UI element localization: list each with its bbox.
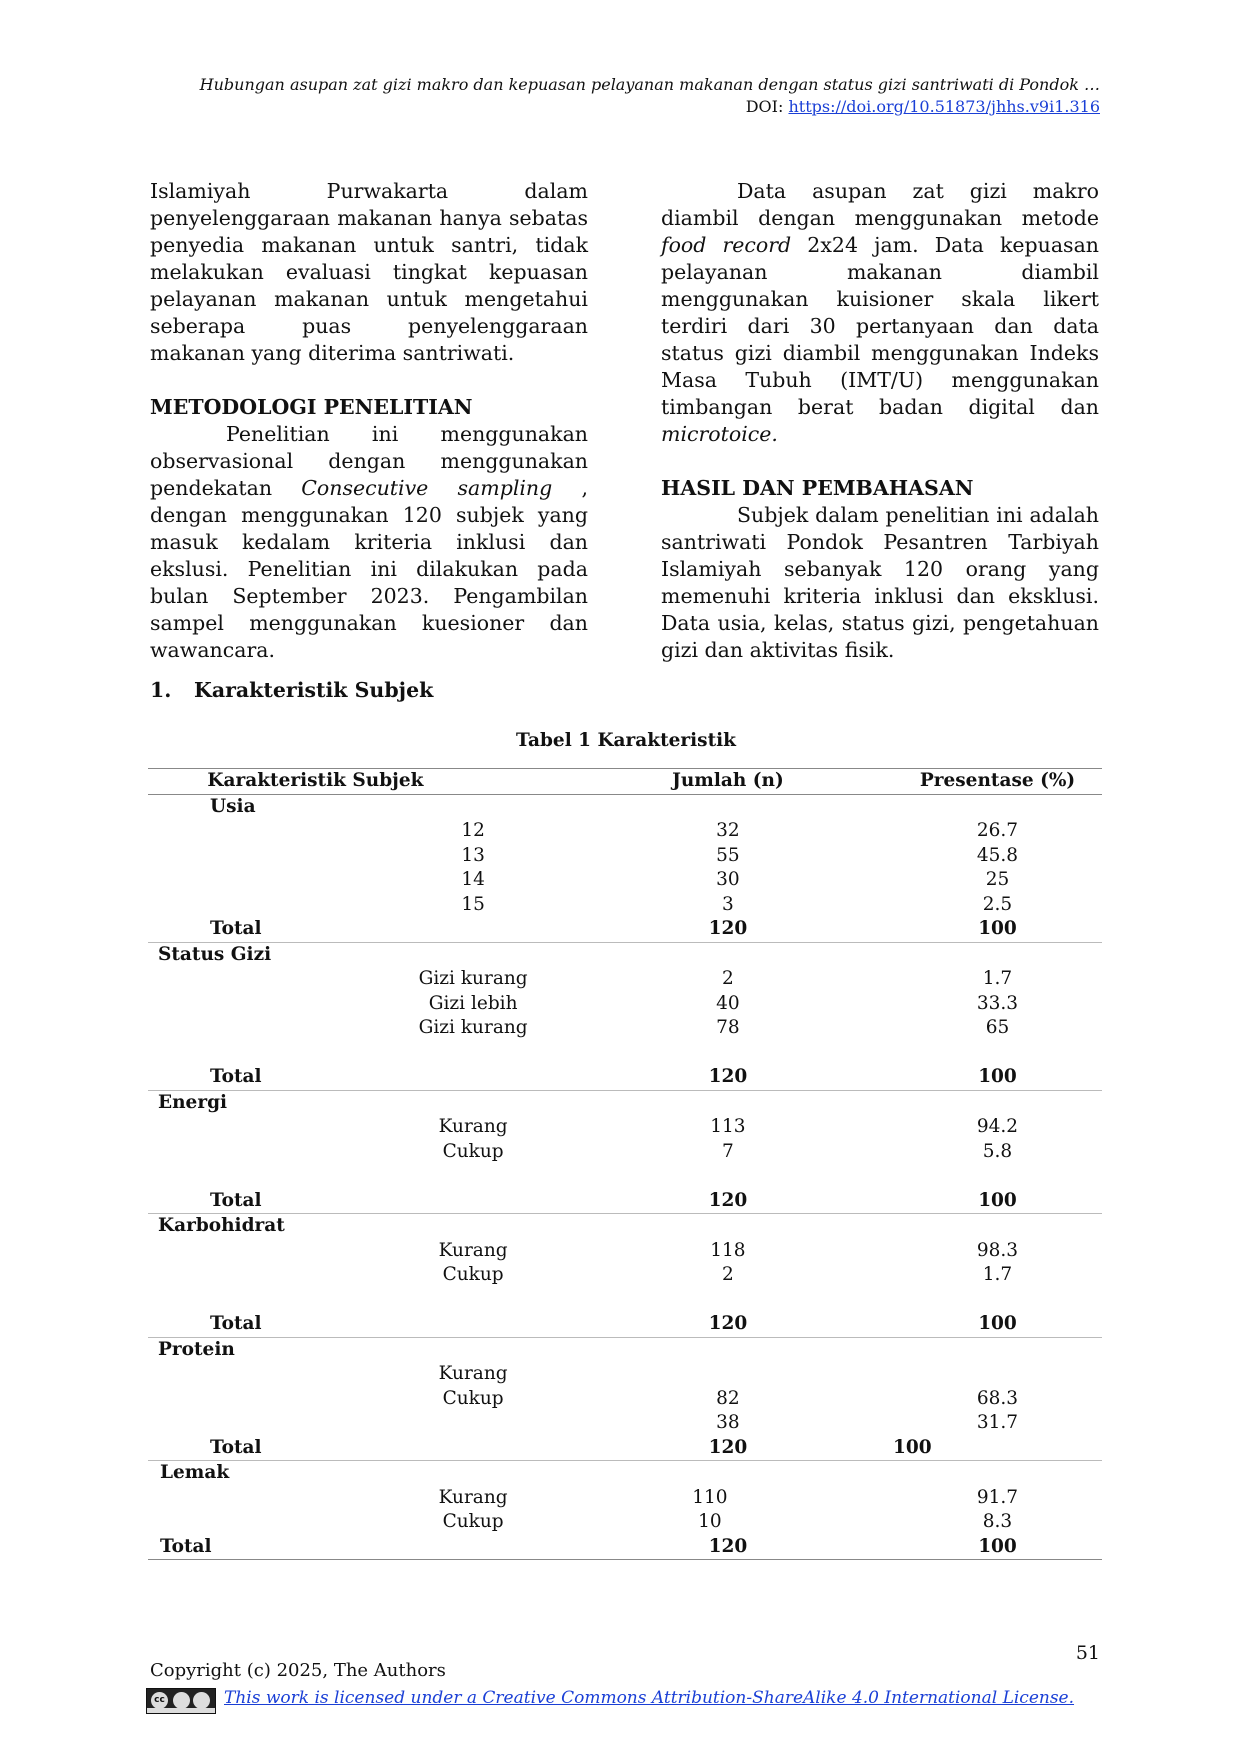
table-row: 14 30 25 [461, 869, 1010, 890]
sa-icon [193, 1692, 210, 1709]
running-header [200, 74, 1100, 118]
cc-icon: cc [151, 1692, 168, 1709]
total-row: Total 120 100 [148, 1312, 1102, 1337]
doi-label: DOI: [745, 97, 789, 116]
total-row: Total 120 100 [148, 917, 1102, 942]
table-row: Kurang 110 91.7 [438, 1486, 1019, 1508]
table-row: Kurang 118 98.3 [438, 1239, 1019, 1261]
table-row: Gizi kurang 2 1.7 [418, 968, 1013, 989]
table-row: 13 55 45.8 [461, 844, 1019, 866]
section-heading: 1. Karakteristik Subjek [150, 678, 434, 702]
table-row: 38 31.7 [716, 1412, 1019, 1433]
total-row: Total 120 100 [148, 1436, 1102, 1461]
term-microtoice: microtoice. [661, 422, 778, 446]
left-column [150, 178, 588, 664]
running-title: Hubungan asupan zat gizi makro dan kepuasan pelayanan makanan dengan status gizi santriwati di Pondok … [199, 75, 1100, 94]
group-row: Status Gizi [158, 943, 272, 965]
table-row: Kurang [438, 1363, 508, 1384]
by-icon [173, 1692, 190, 1709]
characteristics-table [148, 768, 1102, 1560]
left-para-1: Islamiyah Purwakarta dalam penyelenggaraan makanan hanya sebatas penyedia makanan untuk santri, tidak melakukan evaluasi tingkat kepuasan pelayanan makanan untuk mengetahui seberapa puas penyelenggaraan makanan yang diterima santriwati. [150, 179, 588, 365]
cc-license-badge-icon[interactable] [146, 1688, 216, 1714]
table-caption: Tabel 1 Karakteristik [516, 730, 736, 751]
heading-metodologi: METODOLOGI PENELITIAN [150, 395, 473, 419]
table-row: Gizi lebih 40 33.3 [428, 992, 1019, 1014]
total-row: Total 120 100 [148, 1535, 1102, 1560]
table-row: Gizi kurang 78 65 [418, 1017, 1010, 1038]
table-row: 15 3 2.5 [461, 893, 1013, 915]
right-para-1: Data asupan zat gizi makro diambil dengan menggunakan metode food record 2x24 jam. Data kepuasan pelayanan makanan diambil menggunakan kuisioner skala likert terdiri dari 30 pertanyaan dan data status gizi diambil menggunakan Indeks Masa Tubuh (IMT/U) menggunakan timbangan berat badan digital dan microtoice. [661, 179, 1100, 446]
license-link[interactable]: This work is licensed under a Creative Commons Attribution-ShareAlike 4.0 International License. [224, 1688, 1075, 1708]
page-number: 51 [1075, 1642, 1100, 1664]
table-row: Cukup 7 5.8 [442, 1140, 1013, 1162]
group-row: Usia [210, 795, 256, 817]
right-para-2: Subjek dalam penelitian ini adalah santriwati Pondok Pesantren Tarbiyah Islamiyah sebanyak 120 orang yang memenuhi kriteria inklusi dan eksklusi. Data usia, kelas, status gizi, pengetahuan gizi dan aktivitas fisik. [661, 503, 1099, 662]
copyright-text: Copyright (c) 2025, The Authors [150, 1660, 446, 1681]
col-header-presentase: Presentase (%) [893, 769, 1102, 795]
doi-link[interactable]: https://doi.org/10.51873/jhhs.v9i1.316 [788, 97, 1100, 116]
total-row: Total 120 100 [148, 1065, 1102, 1090]
col-header-karakteristik: Karakteristik Subjek [148, 769, 563, 795]
group-row: Karbohidrat [158, 1215, 285, 1236]
doi-line [200, 96, 1100, 118]
group-row: Energi [158, 1091, 228, 1113]
right-column [661, 178, 1099, 664]
term-food-record: food record [661, 233, 792, 257]
total-row: Total 120 100 [148, 1189, 1102, 1214]
table-row: Cukup 82 68.3 [442, 1387, 1019, 1409]
group-row: Protein [158, 1338, 235, 1360]
term-consecutive-sampling: Consecutive sampling [301, 476, 553, 500]
table-row: Cukup 2 1.7 [442, 1264, 1013, 1285]
group-row: Lemak [160, 1462, 230, 1483]
table-header-row [148, 769, 1102, 795]
heading-hasil: HASIL DAN PEMBAHASAN [661, 476, 974, 500]
table-row: Kurang 113 94.2 [438, 1116, 1019, 1137]
table-row: Cukup 10 8.3 [442, 1511, 1013, 1532]
table-row: 12 32 26.7 [461, 820, 1019, 841]
left-para-2: Penelitian ini menggunakan observasional dengan menggunakan pendekatan Consecutive sampling , dengan menggunakan 120 subjek yang masuk kedalam kriteria inklusi dan ekslusi. Penelitian ini dilakukan pada bulan September 2023. Pengambilan sampel menggunakan kuesioner dan wawancara. [150, 422, 588, 662]
col-header-jumlah: Jumlah (n) [563, 769, 893, 795]
